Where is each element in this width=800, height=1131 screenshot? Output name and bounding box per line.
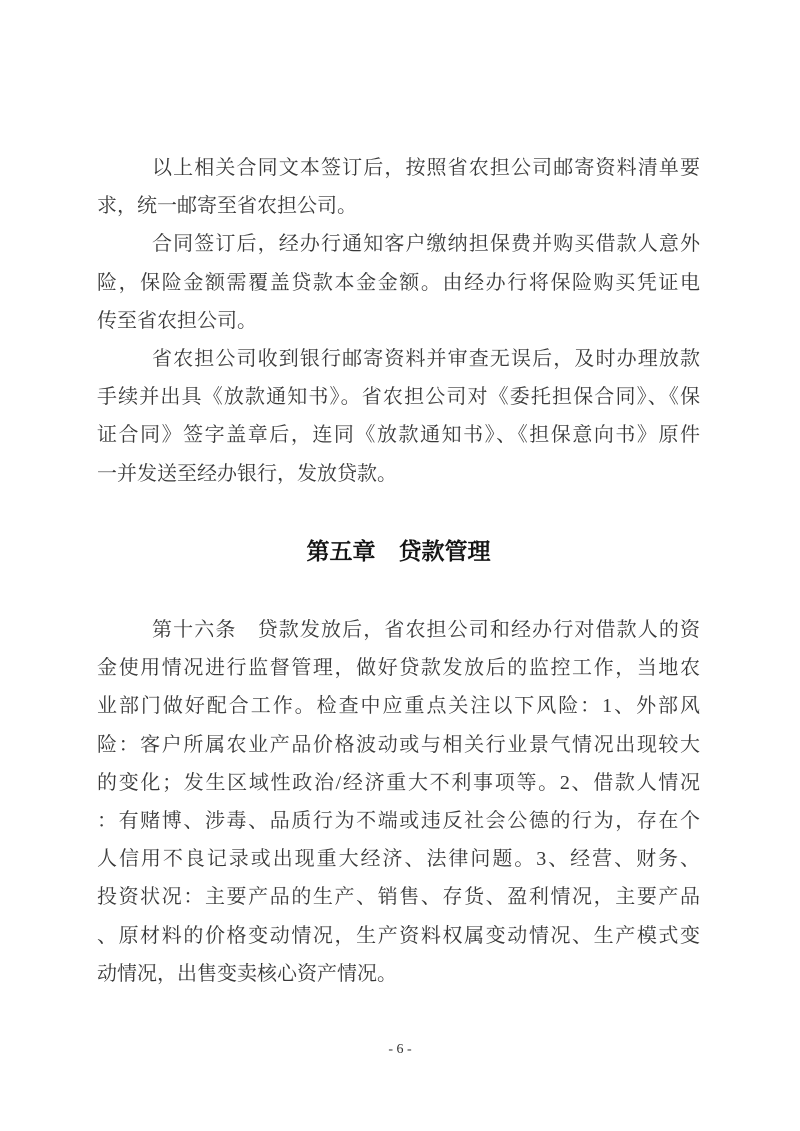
text-line: 合同签订后，经办行通知客户缴纳担保费并购买借款人意外 [152, 233, 700, 256]
chapter-heading: 第五章 贷款管理 [306, 538, 491, 564]
text-line: 以上相关合同文本签订后，按照省农担公司邮寄资料清单要 [152, 157, 700, 179]
text-line: 的变化；发生区域性政治/经济重大不利事项等。2、借款人情况 [97, 771, 700, 794]
paragraph [97, 225, 700, 340]
paragraph [97, 149, 700, 225]
text-line: 险：客户所属农业产品价格波动或与相关行业景气情况出现较大 [97, 733, 700, 756]
page-number: - 6 - [388, 1042, 412, 1057]
text-line: 金使用情况进行监督管理，做好贷款发放后的监控工作，当地农 [97, 657, 700, 680]
text-line: 动情况，出售变卖核心资产情况。 [97, 962, 397, 985]
text-line: 第十六条 贷款发放后，省农担公司和经办行对借款人的资 [152, 619, 700, 641]
text-line: 求，统一邮寄至省农担公司。 [97, 195, 357, 218]
text-line: 省农担公司收到银行邮寄资料并审查无误后，及时办理放款 [152, 347, 700, 370]
text-line: 人信用不良记录或出现重大经济、法律问题。3、经营、财务、 [97, 848, 700, 871]
text-line: 险，保险金额需覆盖贷款本金金额。由经办行将保险购买凭证电 [97, 271, 700, 294]
text-line: 投资状况：主要产品的生产、销售、存货、盈利情况，主要产品 [97, 886, 700, 909]
body-text-block-upper [97, 149, 700, 493]
text-line: 传至省农担公司。 [97, 309, 257, 332]
paragraph [97, 340, 700, 493]
text-line: 业部门做好配合工作。检查中应重点关注以下风险：1、外部风 [97, 695, 700, 718]
text-line: ：有赌博、涉毒、品质行为不端或违反社会公德的行为，存在个 [97, 809, 700, 832]
text-line: 证合同》签字盖章后，连同《放款通知书》、《担保意向书》原件 [97, 424, 700, 447]
text-line: 一并发送至经办银行，发放贷款。 [97, 462, 397, 485]
text-line: 、原材料的价格变动情况，生产资料权属变动情况、生产模式变 [97, 924, 700, 947]
paragraph [97, 611, 700, 993]
text-line: 手续并出具《放款通知书》。省农担公司对《委托担保合同》、《保 [97, 386, 700, 409]
body-text-block-lower [97, 611, 700, 993]
